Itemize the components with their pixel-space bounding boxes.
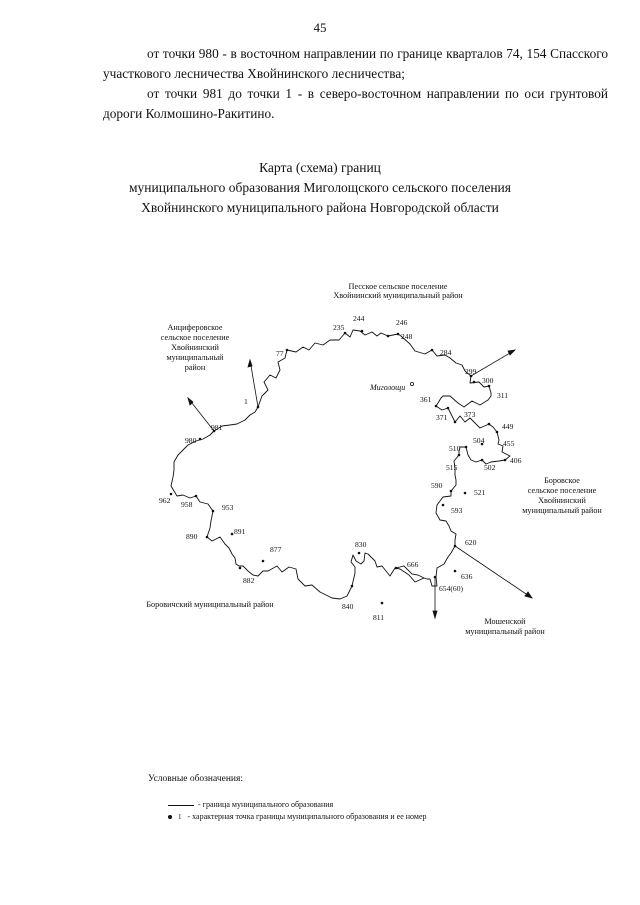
boundary-point [195, 495, 198, 498]
point-number: 636 [461, 572, 473, 581]
point-number: 840 [342, 602, 354, 611]
boundary-point [212, 510, 215, 513]
arrow-icon [188, 350, 532, 618]
point-number: 593 [451, 506, 463, 515]
point-number: 666 [407, 560, 419, 569]
map-title-line: муниципального образования Миголощского сельского поселения [129, 180, 511, 195]
point-number: 455 [503, 439, 515, 448]
boundary-point [170, 493, 173, 496]
boundary-point [454, 570, 457, 573]
boundary-point [239, 567, 242, 570]
point-number: 406 [510, 456, 522, 465]
point-number: 981 [211, 423, 223, 432]
point-number: 891 [234, 527, 246, 536]
point-number: 958 [181, 500, 193, 509]
neighbor-label-northwest: муниципальный [166, 353, 224, 362]
boundary-point [496, 431, 499, 434]
legend-point-description: - характерная точка границы муниципального образования и ее номер [187, 812, 427, 821]
point-number: 244 [353, 314, 365, 323]
boundary-point [450, 490, 453, 493]
neighbor-label-east: муниципальный район [522, 506, 602, 515]
point-number: 300 [482, 376, 494, 385]
boundary-point [397, 333, 400, 336]
boundary-point [199, 438, 202, 441]
map-title-line: Хвойнинского муниципального района Новгородской области [141, 200, 499, 215]
point-number: 246 [396, 318, 408, 327]
point-number: 882 [243, 576, 255, 585]
neighbor-label-northwest: Анциферовское [167, 323, 223, 332]
neighbor-label-east: Боровское [544, 476, 580, 485]
point-number: 620 [465, 538, 477, 547]
point-number: 449 [502, 422, 514, 431]
boundary-point [434, 576, 437, 579]
point-number: 1 [244, 397, 248, 406]
boundary-point [257, 406, 260, 409]
neighbor-label-southeast: муниципальный район [465, 627, 545, 636]
boundary-point [387, 335, 390, 338]
point-number: 371 [436, 413, 448, 422]
settlement-marker [410, 382, 413, 385]
neighbor-label-north: Хвойнинский муниципальный район [333, 291, 463, 300]
point-number: 77 [276, 349, 284, 358]
settlement-label: Миголощи [370, 383, 406, 392]
point-number: 504 [473, 436, 485, 445]
neighbor-label-north: Песское сельское поселение [348, 282, 448, 291]
neighbor-label-northwest: район [184, 363, 206, 372]
point-sample-icon [168, 815, 172, 819]
point-number: 248 [401, 332, 413, 341]
boundary-point [431, 349, 434, 352]
boundary-point [344, 332, 347, 335]
boundary-point [488, 423, 491, 426]
boundary-point [231, 533, 234, 536]
point-number: 811 [373, 613, 385, 622]
point-number: 654(60) [439, 584, 464, 593]
point-number: 830 [355, 540, 367, 549]
neighbor-label-northwest: Хвойнинский [171, 343, 219, 352]
neighbor-label-southwest: Боровичский муниципальный район [146, 600, 274, 609]
boundary-point [454, 545, 457, 548]
neighbor-label-southeast: Мошенской [484, 617, 526, 626]
boundary-point [358, 552, 361, 555]
boundary-point [435, 405, 438, 408]
boundary-point [464, 492, 467, 495]
boundary-point [381, 602, 384, 605]
point-number: 890 [186, 532, 198, 541]
point-number: 521 [474, 488, 486, 497]
point-number: 590 [431, 481, 443, 490]
line-sample-icon [168, 805, 194, 806]
neighbor-label-east: Хвойнинский [538, 496, 586, 505]
text-paragraph: от точки 980 - в восточном направлении по границе кварталов 74, 154 Спасского участкового лесничества Хвойнинского лесничества; [103, 46, 608, 81]
boundary-point [395, 567, 398, 570]
boundary-point [262, 560, 265, 563]
point-number: 510 [449, 444, 461, 453]
neighbor-label-northwest: сельское поселение [160, 333, 230, 342]
legend-point-number: 1 [178, 813, 182, 821]
point-number: 311 [497, 391, 509, 400]
legend-line-description: - граница муниципального образования [198, 800, 334, 809]
point-number: 877 [270, 545, 282, 554]
point-number: 502 [484, 463, 496, 472]
boundary-point [447, 407, 450, 410]
legend-boundary-line [168, 800, 333, 809]
boundary-point [481, 459, 484, 462]
boundary-point [454, 421, 457, 424]
point-number: 962 [159, 496, 171, 505]
point-number: 953 [222, 503, 234, 512]
point-number: 980 [185, 436, 197, 445]
boundary-point [465, 446, 468, 449]
boundary-point [206, 536, 209, 539]
legend-title: Условные обозначения: [148, 774, 244, 784]
point-number: 299 [465, 367, 477, 376]
neighbor-label-east: сельское поселение [527, 486, 597, 495]
map-title-line: Карта (схема) границ [259, 160, 381, 175]
point-number: 373 [464, 410, 476, 419]
legend-point [168, 812, 427, 821]
boundary-point [442, 504, 445, 507]
boundary-point [458, 454, 461, 457]
text-paragraph: от точки 981 до точки 1 - в северо-восточном направлении по оси грунтовой дороги Колмошино-Ракитино. [103, 86, 608, 121]
boundary-point [488, 385, 491, 388]
point-number: 515 [446, 463, 458, 472]
page-number: 45 [313, 20, 327, 35]
boundary-point [361, 330, 364, 333]
boundary-point [504, 459, 507, 462]
boundary-point [351, 585, 354, 588]
boundary-point [286, 349, 289, 352]
point-number: 284 [440, 348, 452, 357]
boundary-line [171, 330, 510, 599]
boundary-point [473, 381, 476, 384]
point-number: 361 [420, 395, 432, 404]
point-number: 235 [333, 323, 345, 332]
